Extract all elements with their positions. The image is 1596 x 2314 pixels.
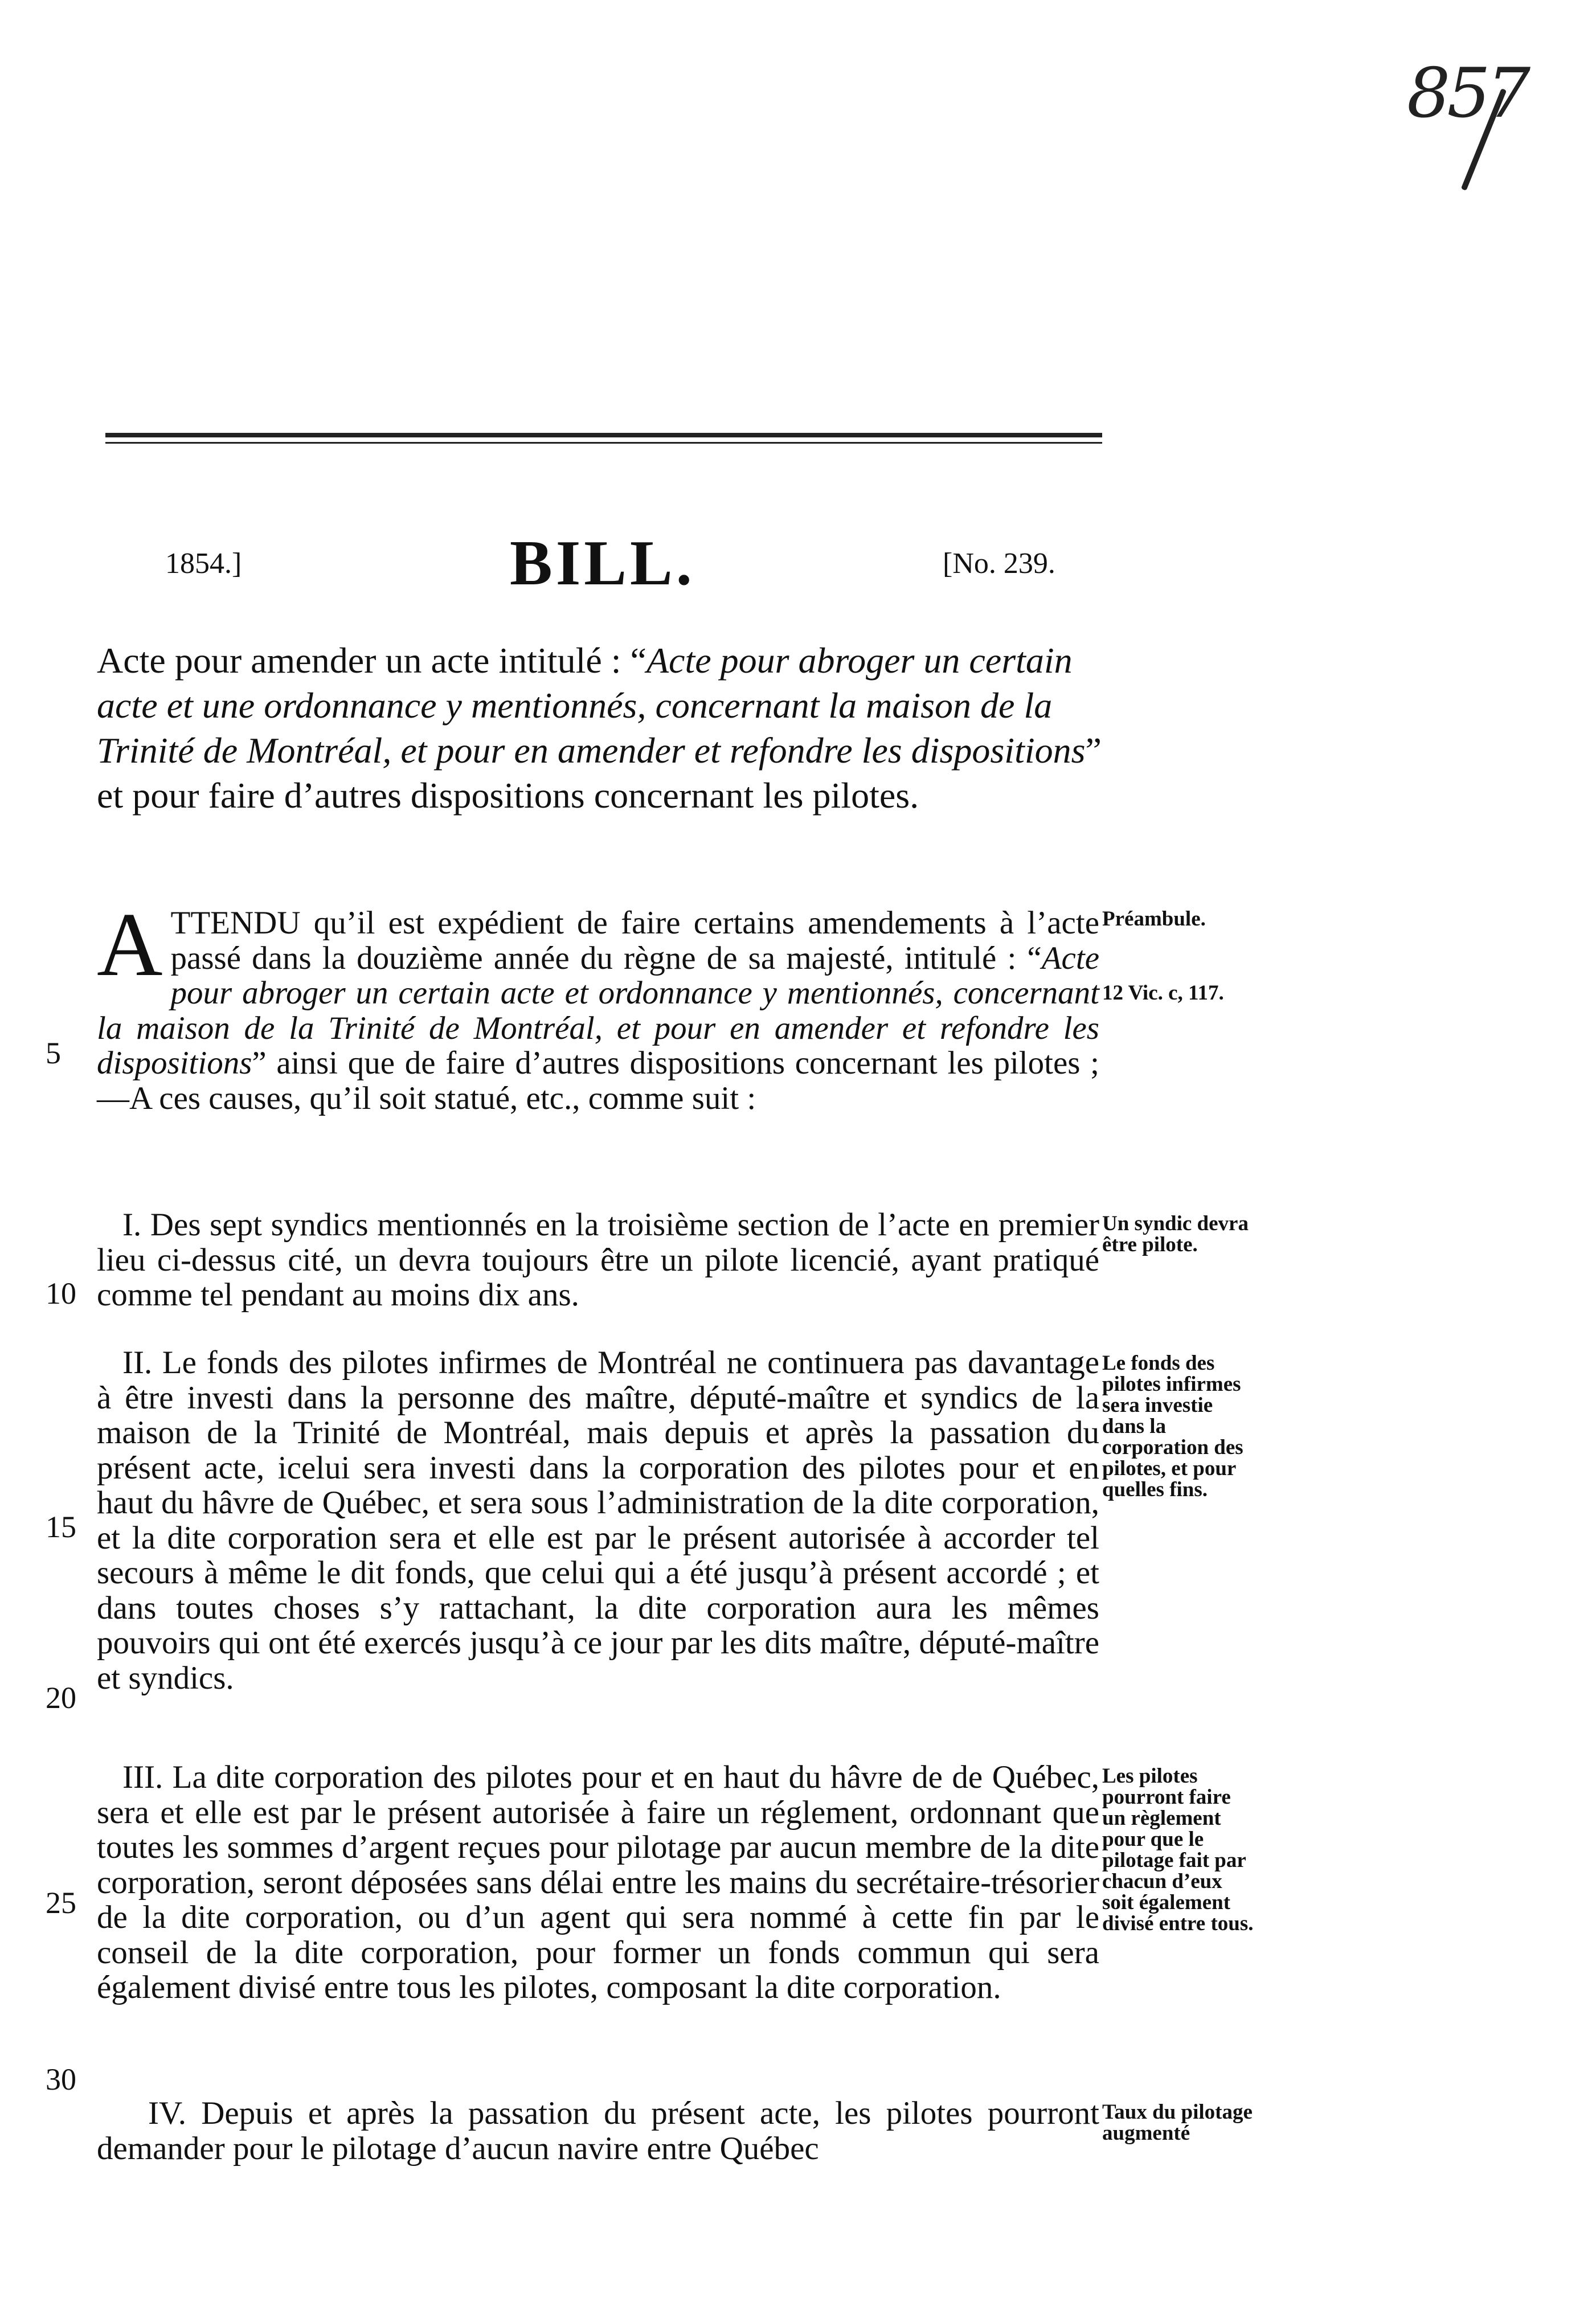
section-number: II.	[122, 1345, 153, 1381]
section-3	[97, 1760, 1099, 2005]
title-tail: ” et pour faire d’autres dispositions concernant les pilotes.	[97, 730, 1102, 816]
margin-note-preamble: Préambule.	[1102, 907, 1206, 931]
section-text: Des sept syndics mentionnés en la troisième section de l’acte en premier lieu ci-dessus cité, un devra toujours être un pilote licencié, ayant pratiqué comme tel pendant au moins dix ans.	[97, 1207, 1099, 1313]
section-1	[97, 1207, 1099, 1313]
line-number: 5	[46, 1036, 61, 1070]
line-number: 15	[46, 1510, 76, 1544]
bill-title	[97, 638, 1116, 818]
section-number: I.	[122, 1207, 142, 1243]
preamble-part2: ” ainsi que de faire d’autres dispositions concernant les pilotes ;—A ces causes, qu’il soit statué, etc., comme suit :	[97, 1045, 1099, 1116]
line-number: 20	[46, 1681, 76, 1715]
header-rule	[105, 433, 1102, 437]
margin-note-section-1: Un syndic devra être pilote.	[1102, 1212, 1249, 1256]
bill-year: 1854.]	[165, 547, 242, 580]
line-number: 25	[46, 1886, 76, 1920]
line-number: 30	[46, 2062, 76, 2096]
section-text: La dite corporation des pilotes pour et en haut du hâvre de de Québec, sera et elle est par le présent autorisée à faire un réglement, ordonnant que toutes les sommes d’argent reçues pour pilotage par aucun membre de la dite corporation, seront déposées sans délai entre les mains du secrétaire-trésorier de la dite corporation, ou d’un agent qui sera nommé à cette fin par le conseil de la dite corporation, pour former un fonds commun qui sera également divisé entre tous les pilotes, composant la dite corporation.	[97, 1759, 1100, 2005]
margin-note-section-4: Taux du pilotage augmenté	[1102, 2100, 1253, 2145]
preamble-part1: TTENDU qu’il est expédient de faire certains amendements à l’acte passé dans la douzième année du règne de sa majesté, intitulé : “	[170, 905, 1099, 976]
handwritten-page-number: 857	[1407, 54, 1528, 133]
margin-note-section-3: Les pilotes pourront faire un règlement pour que le pilotage fait par chacun d’eux soit également divisé entre tous.	[1102, 1764, 1254, 1935]
title-lead: Acte pour amender un acte intitulé : “	[97, 640, 646, 681]
line-number: 10	[46, 1276, 76, 1310]
margin-note-statute: 12 Vic. c, 117.	[1102, 981, 1224, 1005]
section-text: Le fonds des pilotes infirmes de Montréal ne continuera pas davantage à être investi dans la personne des maître, député-maître et syndics de la maison de la Trinité de Montréal, mais depuis et après la passation du présent acte, icelui sera investi dans la corporation des pilotes pour et en haut du hâvre de Québec, et sera sous l’administration de la dite corporation, et la dite corporation sera et elle est par le présent autorisée à accorder tel secours à même le dit fonds, que celui qui a été jusqu’à présent accordé ; et dans toutes choses s’y rattachant, la dite corporation aura les mêmes pouvoirs qui ont été exercés jusqu’à ce jour par les dits maître, député-maître et syndics.	[97, 1345, 1100, 1696]
section-number: III.	[122, 1759, 163, 1795]
section-number: IV.	[148, 2095, 187, 2131]
bill-heading: BILL.	[510, 528, 695, 599]
header-rule-thin	[105, 442, 1102, 444]
section-text: Depuis et après la passation du présent acte, les pilotes pourront demander pour le pilotage d’aucun navire entre Québec	[97, 2095, 1100, 2166]
bill-number: [No. 239.	[943, 547, 1055, 580]
section-2	[97, 1345, 1099, 1695]
drop-cap: A	[97, 894, 163, 995]
preamble-italic: Acte pour abroger un certain acte et ordonnance y mentionnés, concernant la maison de la Trinité de Montréal, et pour en amender et refondre les dispositions	[97, 940, 1099, 1081]
title-italic: Acte pour abroger un certain acte et une ordonnance y mentionnés, concernant la maison de la Trinité de Montréal, et pour en amender et refondre les dispositions	[97, 640, 1086, 771]
margin-note-section-2: Le fonds des pilotes infirmes sera investie dans la corporation des pilotes, et pour quelles fins.	[1102, 1351, 1243, 1501]
preamble	[97, 894, 1099, 1116]
section-4	[97, 2096, 1099, 2166]
